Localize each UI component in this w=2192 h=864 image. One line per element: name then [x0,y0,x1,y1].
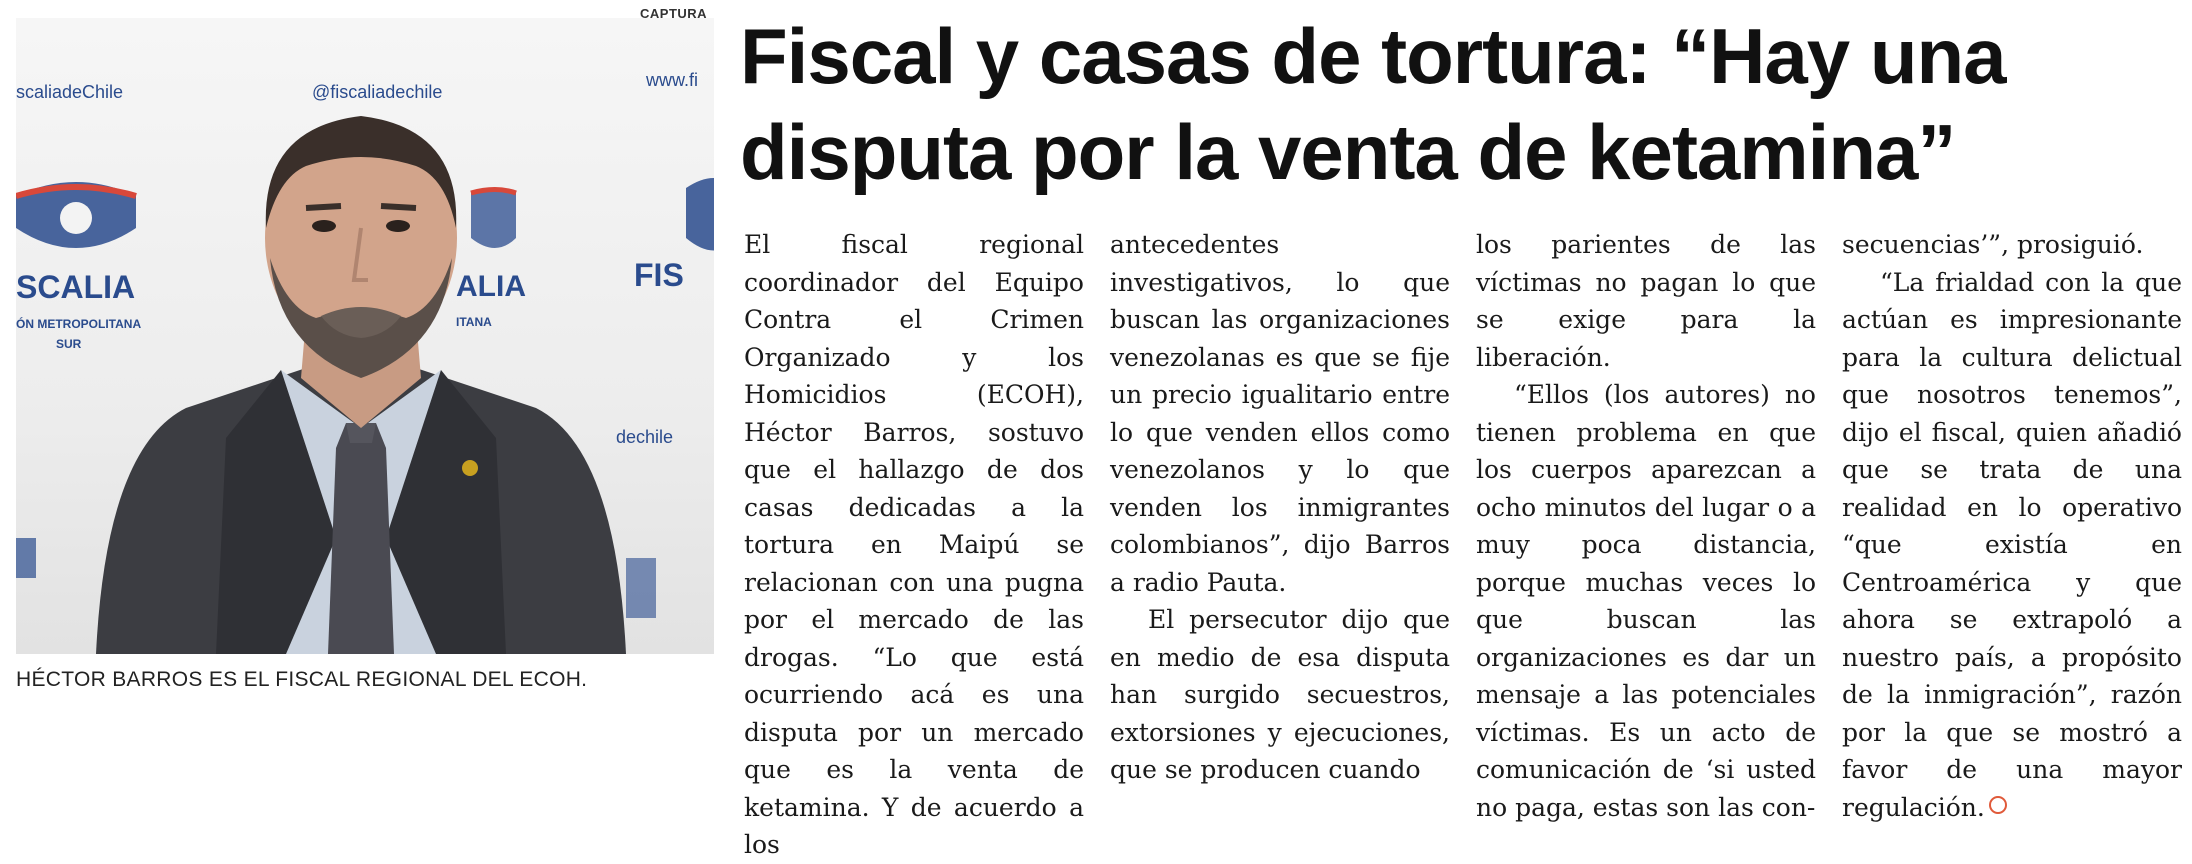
article-column [1110,226,1450,784]
headline-line: Fiscal y casas de tortura: “Hay una [740,12,2006,100]
article-column [1476,226,1816,822]
article-paragraph: los parientes de las víctimas no pagan lo que se exige para la liberación. [1476,230,1816,372]
backdrop-text: SCALIA [16,269,136,305]
photo-caption: HÉCTOR BARROS ES EL FISCAL REGIONAL DEL ECOH. [16,668,588,691]
headline-line: disputa por la venta de ketamina” [740,108,1956,196]
backdrop-text: ITANA [456,315,492,329]
tie [328,423,394,654]
backdrop-text: scaliadeChile [16,82,124,102]
backdrop-text: FIS [634,257,684,293]
backdrop-text: dechile [616,427,674,447]
end-mark-icon [1989,796,2007,814]
article-column [744,226,1084,859]
article-paragraph: “Ellos (los autores) no tienen problema en que los cuerpos aparezcan a ocho minutos del lugar o a muy poca distancia, porque muchas veces lo que buscan las organizaciones es dar un mensaje a las potenciales víctimas. Es un acto de comunicación de ‘si usted no paga, estas son las con- [1476,380,1816,822]
article-body [744,226,2184,859]
backdrop-text: ÓN METROPOLITANA [16,317,142,331]
backdrop-text: SUR [56,337,82,351]
photo-illustration [16,18,714,654]
backdrop-text: @fiscaliadechile [312,82,443,102]
article-paragraph [1842,264,2182,827]
article-paragraph-text: “La frialdad con la que actúan es impresionante para la cultura delictual que nosotros tenemos”, dijo el fiscal, quien añadió que se trata de una realidad en lo operativo “que existía en Centroamérica y que ahora se extrapoló a nuestro país, a propósito de la inmigración”, razón por la que se mostró a favor de una mayor regulación. [1842,267,2182,822]
article-paragraph: El fiscal regional coordinador del Equipo Contra el Crimen Organizado y los Homicidios (ECOH), Héctor Barros, sostuvo que el hallazgo de dos casas dedicadas a la tortura en Maipú se relacionan con una pugna por el mercado de las drogas. “Lo que está ocurriendo acá es una disputa por un mercado que es la venta de ketamina. Y de acuerdo a los [744,230,1084,859]
article-column [1842,226,2182,822]
photo-credit: CAPTURA [640,6,708,21]
backdrop-text: ALIA [456,270,526,303]
article-paragraph: El persecutor dijo que en medio de esa disputa han surgido secuestros, extorsiones y ejecuciones, que se producen cuando [1110,605,1450,784]
article-paragraph: antecedentes investigativos, lo que buscan las organizaciones venezolanas es que se fije un precio igualitario entre lo que venden ellos como venezolanos y lo que venden los inmigrantes colombianos”, dijo Barros a radio Pauta. [1110,230,1450,597]
backdrop-text: www.fi [646,70,699,90]
photo [16,18,714,654]
headline [740,8,2180,200]
article-paragraph: secuencias’”, prosiguió. [1842,230,2144,259]
